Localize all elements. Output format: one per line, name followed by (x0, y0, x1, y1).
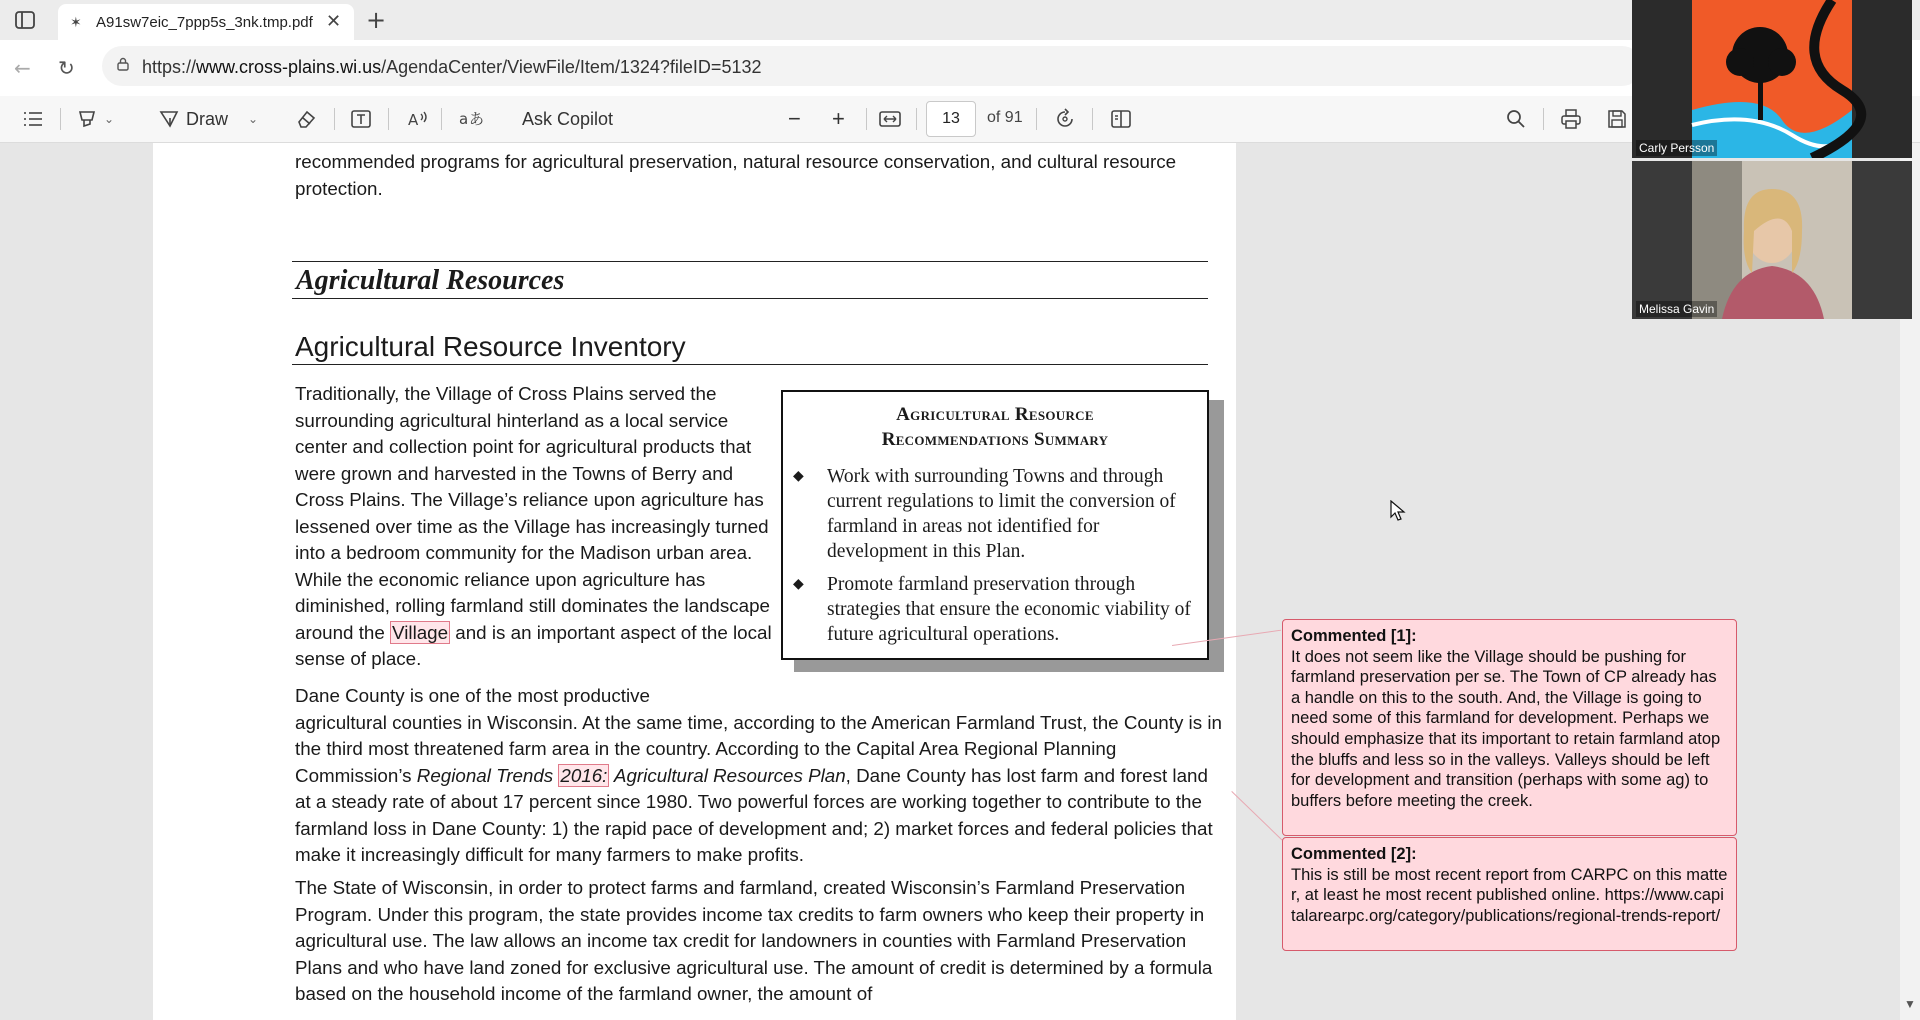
pen-icon (158, 108, 180, 130)
zoom-in-icon[interactable]: + (832, 106, 845, 131)
site-info-icon[interactable] (116, 57, 130, 71)
mouse-cursor-icon (1390, 500, 1406, 522)
svg-text:あ: あ (469, 110, 484, 128)
browser-tab[interactable] (58, 4, 354, 40)
chevron-down-icon[interactable]: ⌄ (248, 112, 259, 126)
scroll-down-icon[interactable]: ▼ (1904, 997, 1916, 1011)
ask-copilot-label: Ask Copilot (522, 108, 614, 129)
save-icon[interactable] (1606, 106, 1628, 132)
comment-card[interactable] (1282, 837, 1737, 951)
participant-video (1632, 161, 1912, 319)
paragraph-2: Dane County is one of the most productive agricultural counties in Wisconsin. At the same time, according to the American Farmland Trust, the County is in the third most threatened farm area in the country. According to the Capital Area Regional Planning Commission’s Regional Trends 2016: Agricultural Resources Plan, Dane County has lost farm and forest land at a steady rate of about 17 percent since 1980. Two powerful forces are working together to contribute to the farmland loss in Dane County: 1) the rapid pace of development and; 2) market forces and federal policies that make it increasingly difficult for many farmers to make profits. (295, 685, 1222, 865)
fit-to-width-icon[interactable] (878, 106, 902, 132)
search-icon[interactable] (1505, 106, 1527, 132)
comment-highlight-village[interactable]: Village (392, 621, 449, 643)
page-view-icon[interactable] (1110, 106, 1132, 132)
url-field[interactable] (102, 46, 1642, 86)
diamond-bullet-icon: ◆ (793, 469, 804, 484)
ask-copilot-button[interactable] (522, 106, 613, 132)
read-aloud-icon[interactable] (406, 106, 430, 132)
participant-name: Melissa Gavin (1636, 301, 1717, 317)
highlight-button[interactable] (76, 106, 114, 132)
comment-text: It does not seem like the Village should be pushing for farmland preservation per se. The Town of CP already has a handle on this to the south. And, the Village is going to need some of this farmland for development. Perhaps we should emphasize that its important to retain farmland atop the bluffs and less so in the valleys. Valleys should be left for development and transition (perhaps with some ag) to buffers before meeting the creek. (1291, 647, 1721, 810)
chevron-down-icon[interactable]: ⌄ (104, 112, 115, 126)
intro-text: recommended programs for agricultural preservation, natural resource conservation, and cultural resource protection. (295, 151, 1177, 199)
tab-actions-icon[interactable] (14, 9, 36, 31)
page-total: of 91 (987, 109, 1023, 126)
comment-highlight-2016[interactable]: 2016: (560, 764, 608, 786)
comment-title: Commented [2]: (1291, 845, 1417, 863)
text-box-icon[interactable] (350, 106, 372, 132)
translate-icon[interactable] (458, 106, 484, 132)
video-tile (1632, 0, 1912, 158)
draw-label: Draw (186, 108, 229, 129)
pdf-page (153, 143, 1236, 1020)
comment-leader-line (1231, 791, 1282, 840)
refresh-icon[interactable]: ↻ (58, 56, 75, 80)
new-tab-icon[interactable]: + (366, 6, 387, 34)
print-icon[interactable] (1560, 106, 1582, 132)
draw-button[interactable] (158, 106, 258, 132)
back-icon[interactable]: ← (14, 56, 31, 80)
zoom-out-icon[interactable]: − (788, 106, 801, 131)
page-number-input[interactable]: 13 (926, 101, 976, 137)
paragraph-1: Traditionally, the Village of Cross Plains served the surrounding agricultural hinterland as a local service center and collection point for agricultural products that were grown and harvested in the Towns of Berry and Cross Plains. The Village’s reliance upon agriculture has lessened over time as the Village has increasingly turned into a bedroom community for the Madison urban area. While the economic reliance upon agriculture has diminished, rolling farmland still dominates the landscape around the Village and is an important aspect of the local sense of place. (295, 383, 772, 669)
comment-card[interactable] (1282, 619, 1737, 836)
comment-text: This is still be most recent report from CARPC on this matter, at least he most recent published online. https://www.capitalarearpc.org/category/publications/regional-trends-report/ (1291, 865, 1728, 925)
paragraph-3: The State of Wisconsin, in order to protect farms and farmland, created Wisconsin’s Farmland Preservation Program. Under this program, the state provides income tax credits to farm owners who keep their property in agricultural use. The law allows an income tax credit for landowners in counties with Farmland Preservation Plans and who have land zoned for exclusive agricultural use. The amount of credit is determined by a formula based on the household income of the farmland owner, the amount of (295, 877, 1213, 1004)
rotate-icon[interactable] (1054, 106, 1076, 132)
eraser-icon[interactable] (295, 106, 317, 132)
pdf-tab-icon: ✶ (70, 14, 82, 30)
summary-title: Agricultural Resource Recommendations Summary (881, 404, 1109, 450)
participant-avatar (1632, 0, 1912, 158)
participant-name: Carly Persson (1636, 140, 1717, 156)
video-tile (1632, 161, 1912, 319)
comment-title: Commented [1]: (1291, 627, 1417, 645)
section-title: Agricultural Resources (292, 261, 1208, 299)
svg-text:A: A (408, 111, 419, 129)
contents-icon[interactable] (22, 106, 44, 132)
close-tab-icon[interactable]: ✕ (326, 11, 342, 31)
subsection-title: Agricultural Resource Inventory (292, 329, 1208, 365)
tab-title: A91sw7eic_7ppp5s_3nk.tmp.pdf (96, 14, 313, 31)
svg-text:a: a (459, 110, 469, 128)
highlighter-icon (76, 108, 98, 130)
url-text: https://www.cross-plains.wi.us/AgendaCenter/ViewFile/Item/1324?fileID=5132 (142, 57, 762, 77)
recommendations-summary-box: Agricultural Resource Recommendations Summary ◆ Work with surrounding Towns and through current regulations to limit the conversion of farmland in areas not identified for development in this Plan. ◆ Promote farmland preservation through strategies that ensure the economic viability of future agricultural operations. (781, 390, 1209, 660)
diamond-bullet-icon: ◆ (793, 577, 804, 592)
